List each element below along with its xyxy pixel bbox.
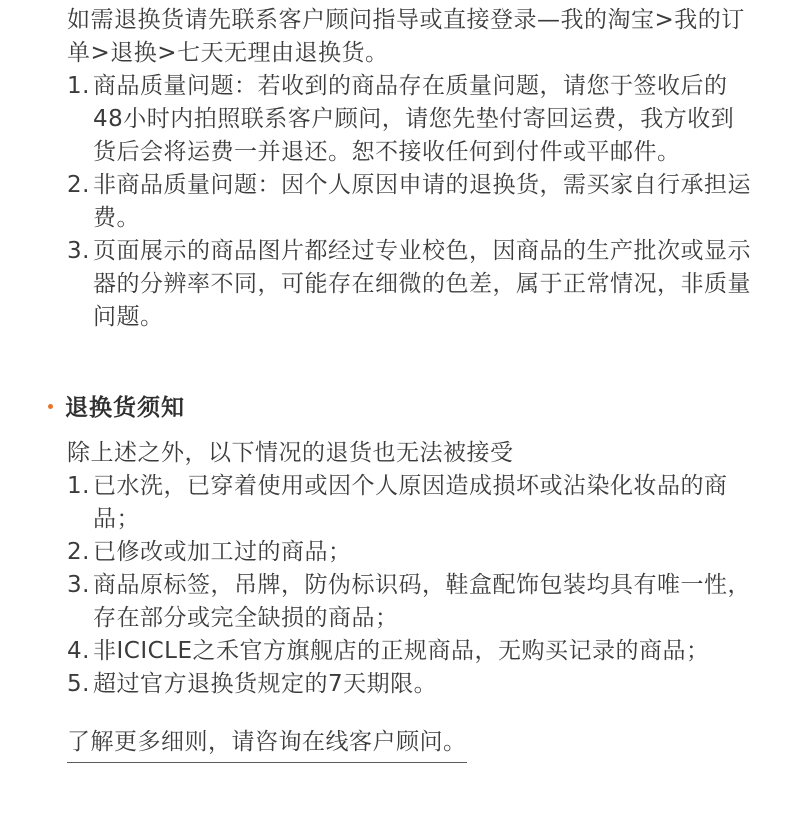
list-item <box>67 235 757 334</box>
bullet-dot-icon <box>48 404 53 409</box>
consult-advisor-link[interactable]: 了解更多细则，请咨询在线客户顾问。 <box>67 724 467 763</box>
item-text: 超过官方退换货规定的7天期限。 <box>93 671 438 697</box>
list-item <box>67 536 757 569</box>
list-item <box>67 668 757 701</box>
item-text: 商品原标签，吊牌，防伪标识码，鞋盒配饰包装均具有唯一性，存在部分或完全缺损的商品； <box>93 572 751 631</box>
item-number: 1. <box>67 473 90 499</box>
item-text: 已修改或加工过的商品； <box>93 539 352 565</box>
item-number: 1. <box>67 73 90 99</box>
item-text: 页面展示的商品图片都经过专业校色，因商品的生产批次或显示器的分辨率不同，可能存在细微的色差，属于正常情况，非质量问题。 <box>93 238 751 330</box>
intro-paragraph: 如需退换货请先联系客户顾问指导或直接登录—我的淘宝>我的订单>退换>七天无理由退换货。 <box>67 7 745 66</box>
item-text: 非商品质量问题：因个人原因申请的退换货，需买家自行承担运费。 <box>93 172 751 231</box>
quality-list <box>67 70 757 334</box>
item-number: 3. <box>67 572 90 598</box>
notice-lead: 除上述之外，以下情况的退货也无法被接受 <box>67 440 514 466</box>
list-item <box>67 569 757 635</box>
item-text: 商品质量问题：若收到的商品存在质量问题，请您于签收后的48小时内拍照联系客户顾问，请您先垫付寄回运费，我方收到货后会将运费一并退还。恕不接收任何到付件或平邮件。 <box>93 73 735 165</box>
list-item <box>67 470 757 536</box>
list-item <box>67 169 757 235</box>
item-number: 5. <box>67 671 90 697</box>
notice-list <box>67 470 757 701</box>
item-number: 2. <box>67 539 90 565</box>
list-item <box>67 70 757 169</box>
item-text: 已水洗，已穿着使用或因个人原因造成损坏或沾染化妆品的商品； <box>93 473 728 532</box>
item-number: 3. <box>67 238 90 264</box>
section-title <box>48 390 185 426</box>
item-number: 4. <box>67 638 90 664</box>
item-text: 非ICICLE之禾官方旗舰店的正规商品，无购买记录的商品； <box>93 638 710 664</box>
item-number: 2. <box>67 172 90 198</box>
list-item <box>67 635 757 668</box>
section-title-text: 退换货须知 <box>65 395 185 421</box>
